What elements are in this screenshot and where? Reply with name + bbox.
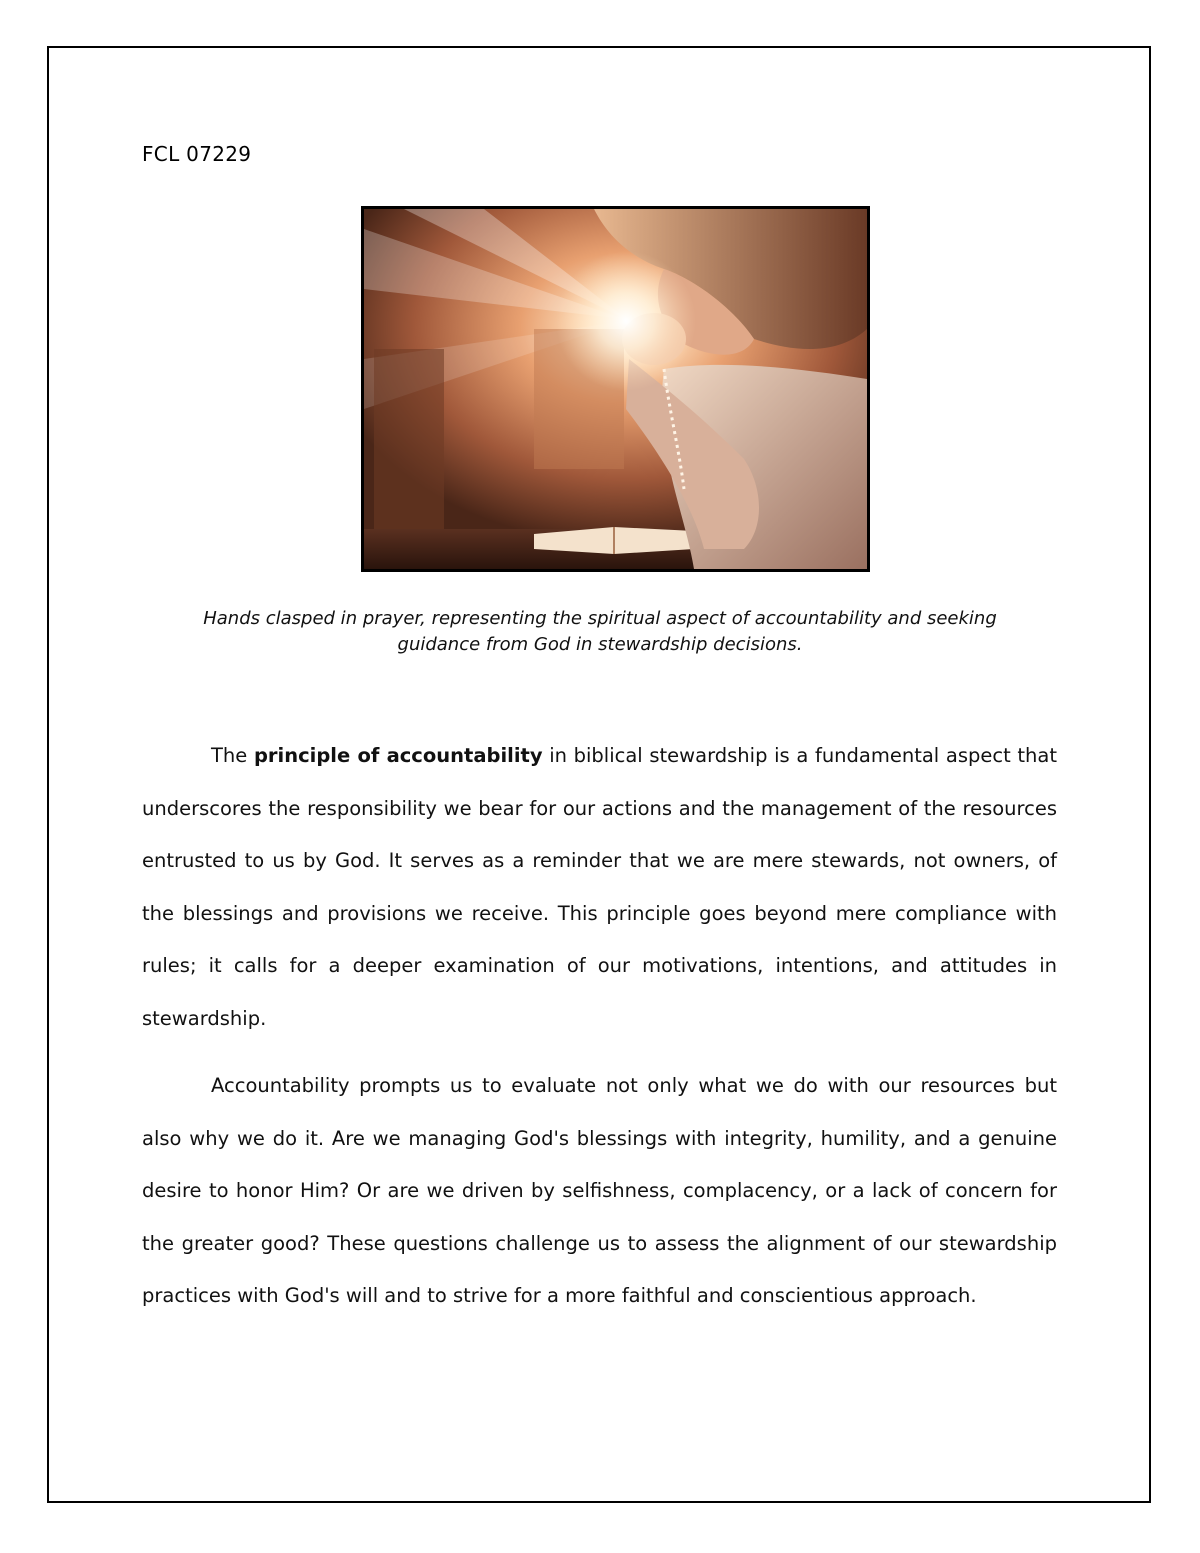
paragraph-2-text: Accountability prompts us to evaluate not only what we do with our resources but also why we do it. Are we managing God's blessings with integrity, humility, and a genuine desire to honor Him? Or are we driven by selfishness, complacency, or a lack of concern for the greater good? These questions challenge us to assess the alignment of our stewardship practices with God's will and to strive for a more faithful and conscientious approach. — [142, 1074, 1057, 1307]
course-code: FCL 07229 — [142, 142, 252, 166]
paragraph-1 — [142, 730, 1057, 1045]
paragraph-1-rest: in biblical stewardship is a fundamental aspect that underscores the responsibility we bear for our actions and the management of the resources entrusted to us by God. It serves as a reminder that we are mere stewards, not owners, of the blessings and provisions we receive. This principle goes beyond mere compliance with rules; it calls for a deeper examination of our motivations, intentions, and attitudes in stewardship. — [142, 744, 1057, 1030]
praying-person-image — [361, 206, 870, 572]
figure-caption — [150, 606, 1050, 658]
paragraph-1-intro: The — [211, 744, 254, 767]
caption-line-1: Hands clasped in prayer, representing the spiritual aspect of accountability and seeking — [203, 608, 997, 629]
caption-line-2: guidance from God in stewardship decisions. — [397, 634, 803, 655]
principle-of-accountability-term: principle of accountability — [253, 744, 543, 767]
paragraph-2 — [142, 1060, 1057, 1323]
prayer-photo-illustration — [364, 209, 867, 569]
